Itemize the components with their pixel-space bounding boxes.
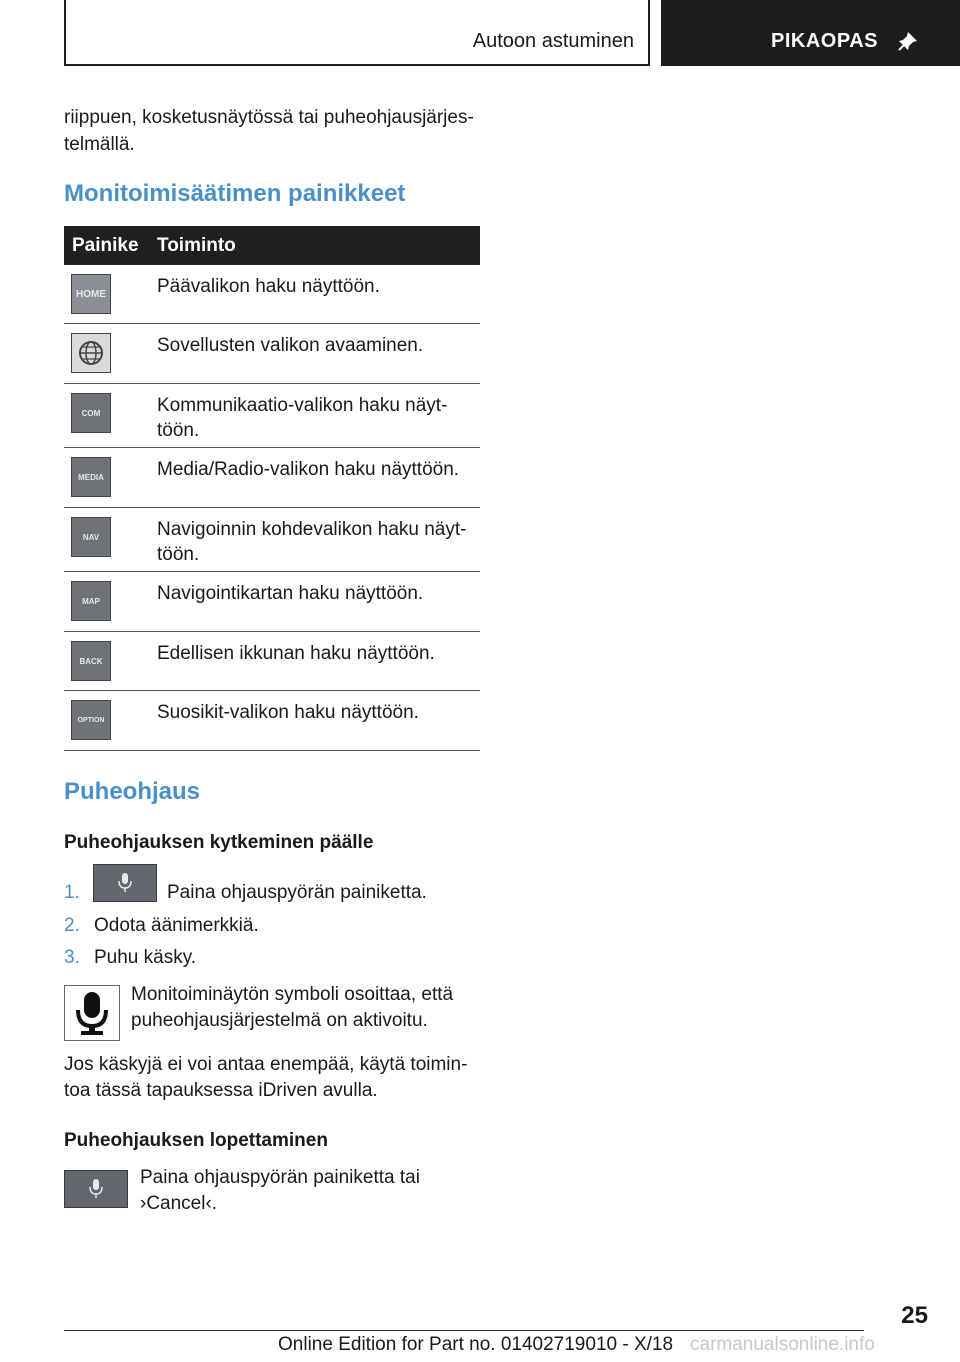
step-number: 1. <box>64 882 80 903</box>
table-row <box>64 384 480 448</box>
row-description: Navigointikartan haku näyttöön. <box>157 583 424 604</box>
watermark: carmanualsonline.info <box>690 1334 875 1355</box>
apps-globe-icon <box>71 333 111 373</box>
voice-active-symbol-icon <box>64 985 120 1041</box>
header-section-tab <box>64 0 650 66</box>
header-guide-tab <box>661 0 960 66</box>
microphone-button-icon <box>64 1170 128 1208</box>
com-button-icon: COM <box>71 393 111 433</box>
step-2 <box>64 913 259 939</box>
row-description: Media/Radio-valikon haku näyttöön. <box>157 459 460 480</box>
nav-button-icon: NAV <box>71 517 111 557</box>
step-text: Odota äänimerkkiä. <box>94 915 259 936</box>
step-3 <box>64 945 196 971</box>
row-description: Suosikit-valikon haku näyttöön. <box>157 702 419 723</box>
voice-section-title: Puheohjaus <box>64 778 201 805</box>
table-row <box>64 508 480 572</box>
media-button-icon: MEDIA <box>71 457 111 497</box>
row-description: Kommunikaatio-valikon haku näyt-töön. <box>157 395 448 441</box>
stop-text: Paina ohjauspyörän painiketta tai ›Cancel‹. <box>140 1167 420 1214</box>
option-button-icon: OPTION <box>71 700 111 740</box>
stop-heading: Puheohjauksen lopettaminen <box>64 1130 328 1151</box>
fallback-note: Jos käskyjä ei voi antaa enempää, käytä toimin-toa tässä tapauksessa iDriven avulla. <box>64 1054 468 1101</box>
buttons-section-title: Monitoimisäätimen painikkeet <box>64 180 406 207</box>
edition-text: Online Edition for Part no. 01402719010 - X/18 <box>278 1334 674 1355</box>
map-button-icon: MAP <box>71 581 111 621</box>
back-button-icon: BACK <box>71 641 111 681</box>
pin-icon <box>897 30 919 52</box>
table-row <box>64 324 480 384</box>
table-row <box>64 632 480 691</box>
symbol-note: Monitoiminäytön symboli osoittaa, että puheohjausjärjestelmä on aktivoitu. <box>131 984 454 1031</box>
table-row <box>64 691 480 751</box>
step-1-text: Paina ohjauspyörän painiketta. <box>167 882 427 903</box>
table-row <box>64 572 480 632</box>
step-text: Puhu käsky. <box>94 947 197 968</box>
microphone-button-icon <box>93 864 157 902</box>
step-number: 3. <box>64 947 80 968</box>
table-row <box>64 265 480 324</box>
step-number: 2. <box>64 915 80 936</box>
row-description: Edellisen ikkunan haku näyttöön. <box>157 643 435 664</box>
table-header <box>64 226 480 265</box>
table-row <box>64 448 480 508</box>
section-title: Autoon astuminen <box>472 30 634 52</box>
row-description: Päävalikon haku näyttöön. <box>157 276 380 297</box>
step-1 <box>64 880 94 906</box>
row-description: Navigoinnin kohdevalikon haku näyt-töön. <box>157 519 467 565</box>
page-number: 25 <box>901 1302 928 1329</box>
home-button-icon: HOME <box>71 274 111 314</box>
activate-heading: Puheohjauksen kytkeminen päälle <box>64 832 374 853</box>
intro-text: riippuen, kosketusnäytössä tai puheohjausjärjes-telmällä. <box>64 107 474 155</box>
footer-divider <box>64 1330 864 1331</box>
column-header-function: Toiminto <box>157 235 236 256</box>
row-description: Sovellusten valikon avaaminen. <box>157 335 424 356</box>
guide-label: PIKAOPAS <box>771 30 878 52</box>
column-header-button: Painike <box>72 235 139 256</box>
buttons-table <box>64 226 480 751</box>
